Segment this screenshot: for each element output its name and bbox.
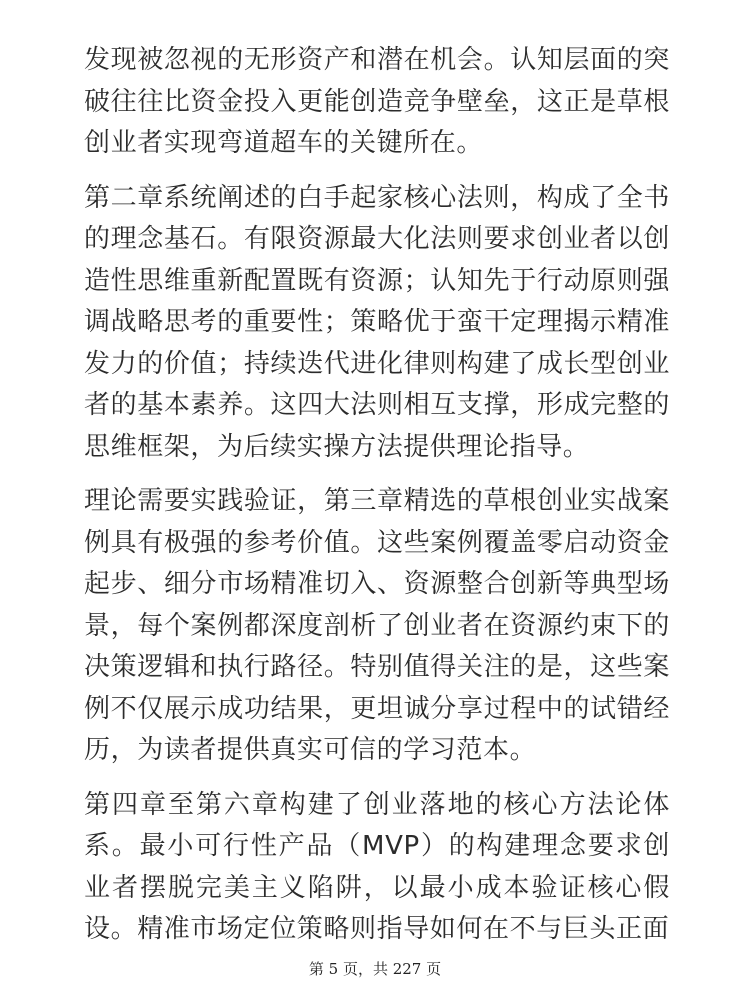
paragraph-3: 理论需要实践验证，第三章精选的草根创业实战案例具有极强的参考价值。这些案例覆盖零启动资金起步、细分市场精准切入、资源整合创新等典型场景，每个案例都深度剖析了创业者在资源约束下的决策逻辑和执行路径。特别值得关注的是，这些案例不仅展示成功结果，更坦诚分享过程中的试错经历，为读者提供真实可信的学习范本。 [84, 486, 670, 765]
paragraph-1: 发现被忽视的无形资产和潜在机会。认知层面的突破往往比资金投入更能创造竞争壁垒，这正是草根创业者实现弯道超车的关键所在。 [84, 45, 670, 158]
page-number-footer: 第 5 页，共 227 页 [308, 960, 442, 978]
body-text [84, 40, 670, 964]
paragraph-4: 第四章至第六章构建了创业落地的核心方法论体系。最小可行性产品（MVP）的构建理念要求创业者摆脱完美主义陷阱，以最小成本验证核心假设。精准市场定位策略则指导如何在不与巨头正面 [84, 789, 670, 944]
paragraph-2: 第二章系统阐述的白手起家核心法则，构成了全书的理念基石。有限资源最大化法则要求创业者以创造性思维重新配置既有资源；认知先于行动原则强调战略思考的重要性；策略优于蛮干定理揭示精准发力的价值；持续迭代进化律则构建了成长型创业者的基本素养。这四大法则相互支撑，形成完整的思维框架，为后续实操方法提供理论指导。 [84, 182, 670, 462]
